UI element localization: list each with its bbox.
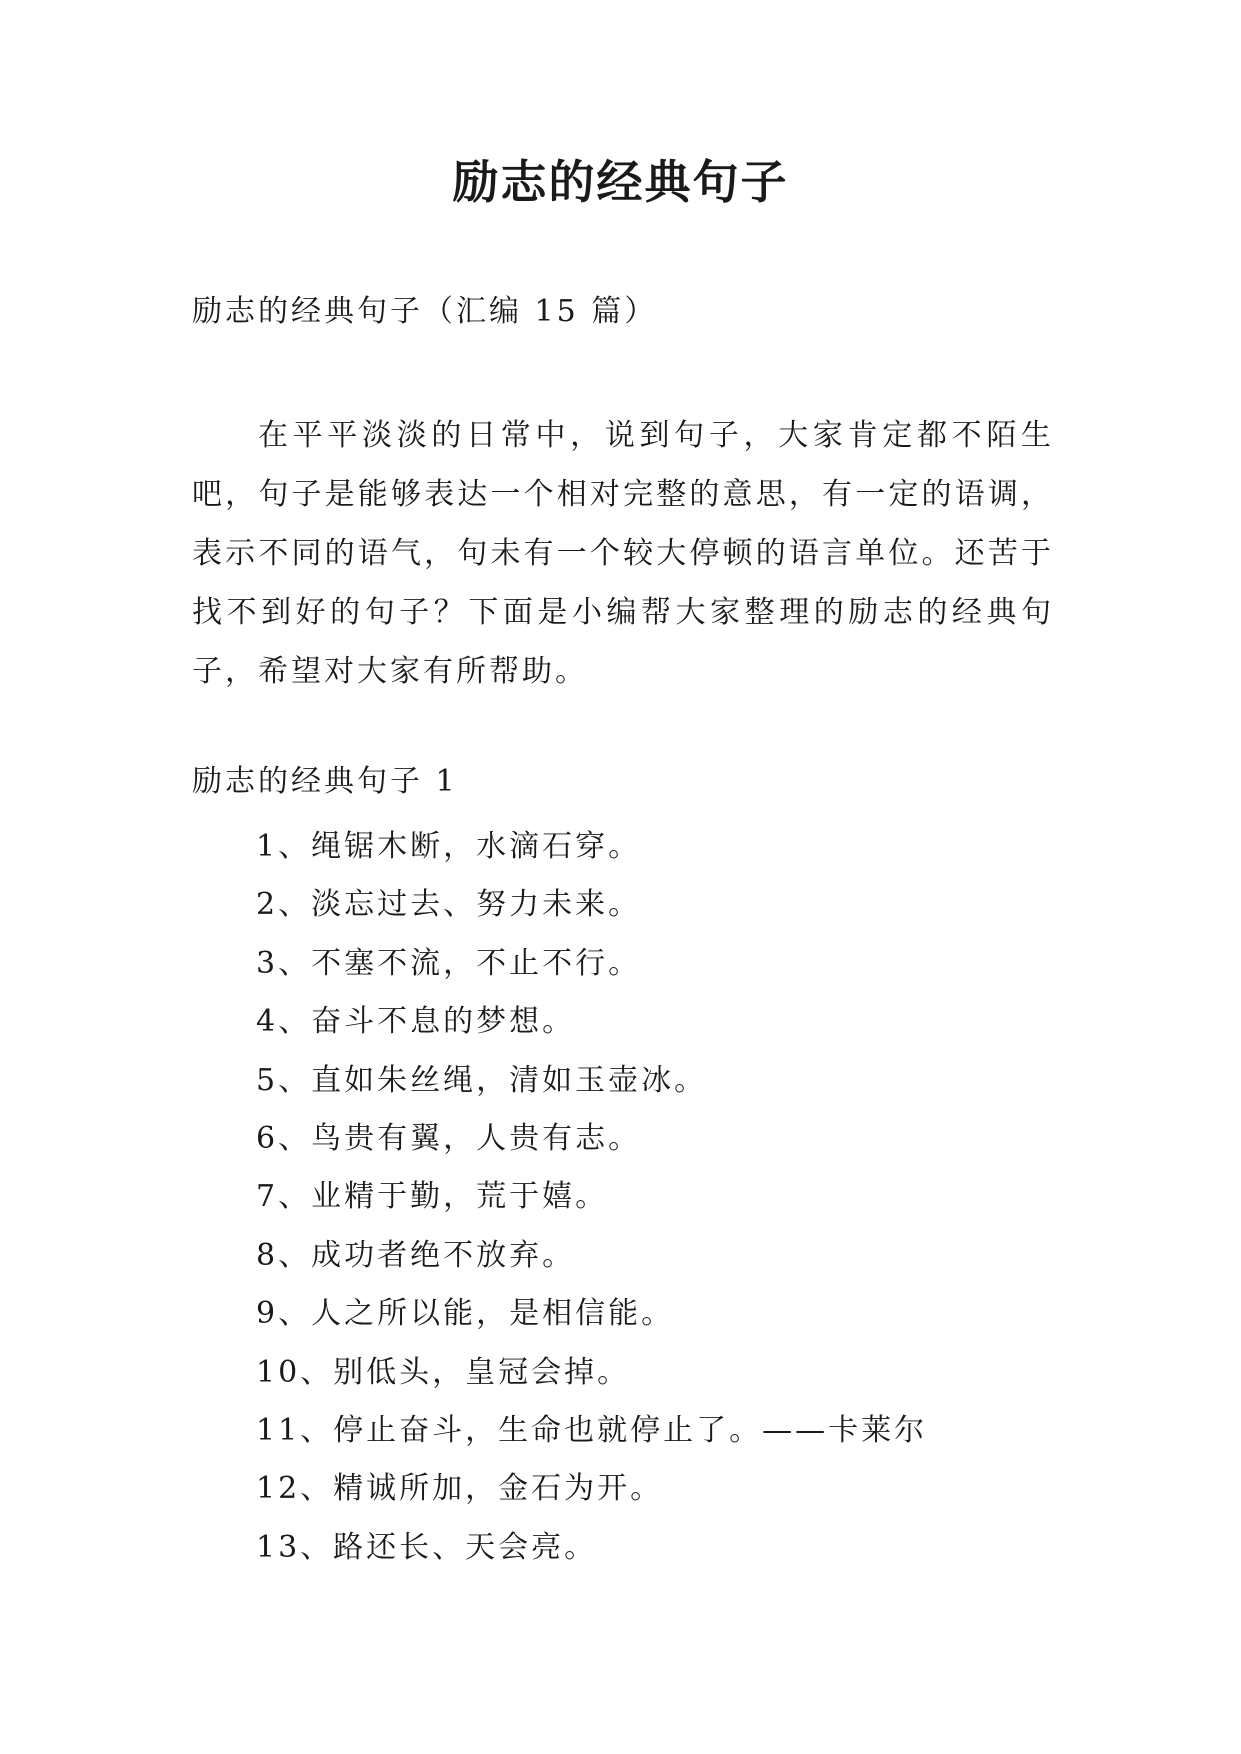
quote-item: 10、别低头，皇冠会掉。 [256, 1354, 631, 1390]
quote-item: 13、路还长、天会亮。 [256, 1529, 598, 1565]
quote-item: 6、鸟贵有翼，人贵有志。 [256, 1120, 642, 1156]
quote-item: 5、直如朱丝绳，清如玉壶冰。 [256, 1062, 708, 1098]
quote-item: 3、不塞不流，不止不行。 [256, 945, 642, 981]
quote-item: 8、成功者绝不放弃。 [256, 1237, 576, 1273]
quote-item: 12、精诚所加，金石为开。 [256, 1471, 664, 1507]
document-title: 励志的经典句子 [452, 155, 789, 209]
quote-item: 11、停止奋斗，生命也就停止了。——卡莱尔 [256, 1412, 928, 1448]
intro-paragraph: 在平平淡淡的日常中，说到句子，大家肯定都不陌生吧，句子是能够表达一个相对完整的意思，有一定的语调，表示不同的语气，句未有一个较大停顿的语言单位。还苦于找不到好的句子？下面是小编帮大家整理的励志的经典句子，希望对大家有所帮助。 [192, 418, 1054, 689]
quote-list [256, 818, 927, 1577]
document-subtitle: 励志的经典句子（汇编 15 篇） [192, 294, 658, 329]
quote-item: 1、绳锯木断，水滴石穿。 [256, 829, 642, 864]
quote-item: 9、人之所以能，是相信能。 [256, 1296, 675, 1332]
section-heading: 励志的经典句子 1 [192, 764, 458, 799]
quote-item: 7、业精于勤，荒于嬉。 [256, 1179, 609, 1215]
quote-item: 4、奋斗不息的梦想。 [256, 1004, 576, 1040]
quote-item: 2、淡忘过去、努力未来。 [256, 887, 642, 923]
